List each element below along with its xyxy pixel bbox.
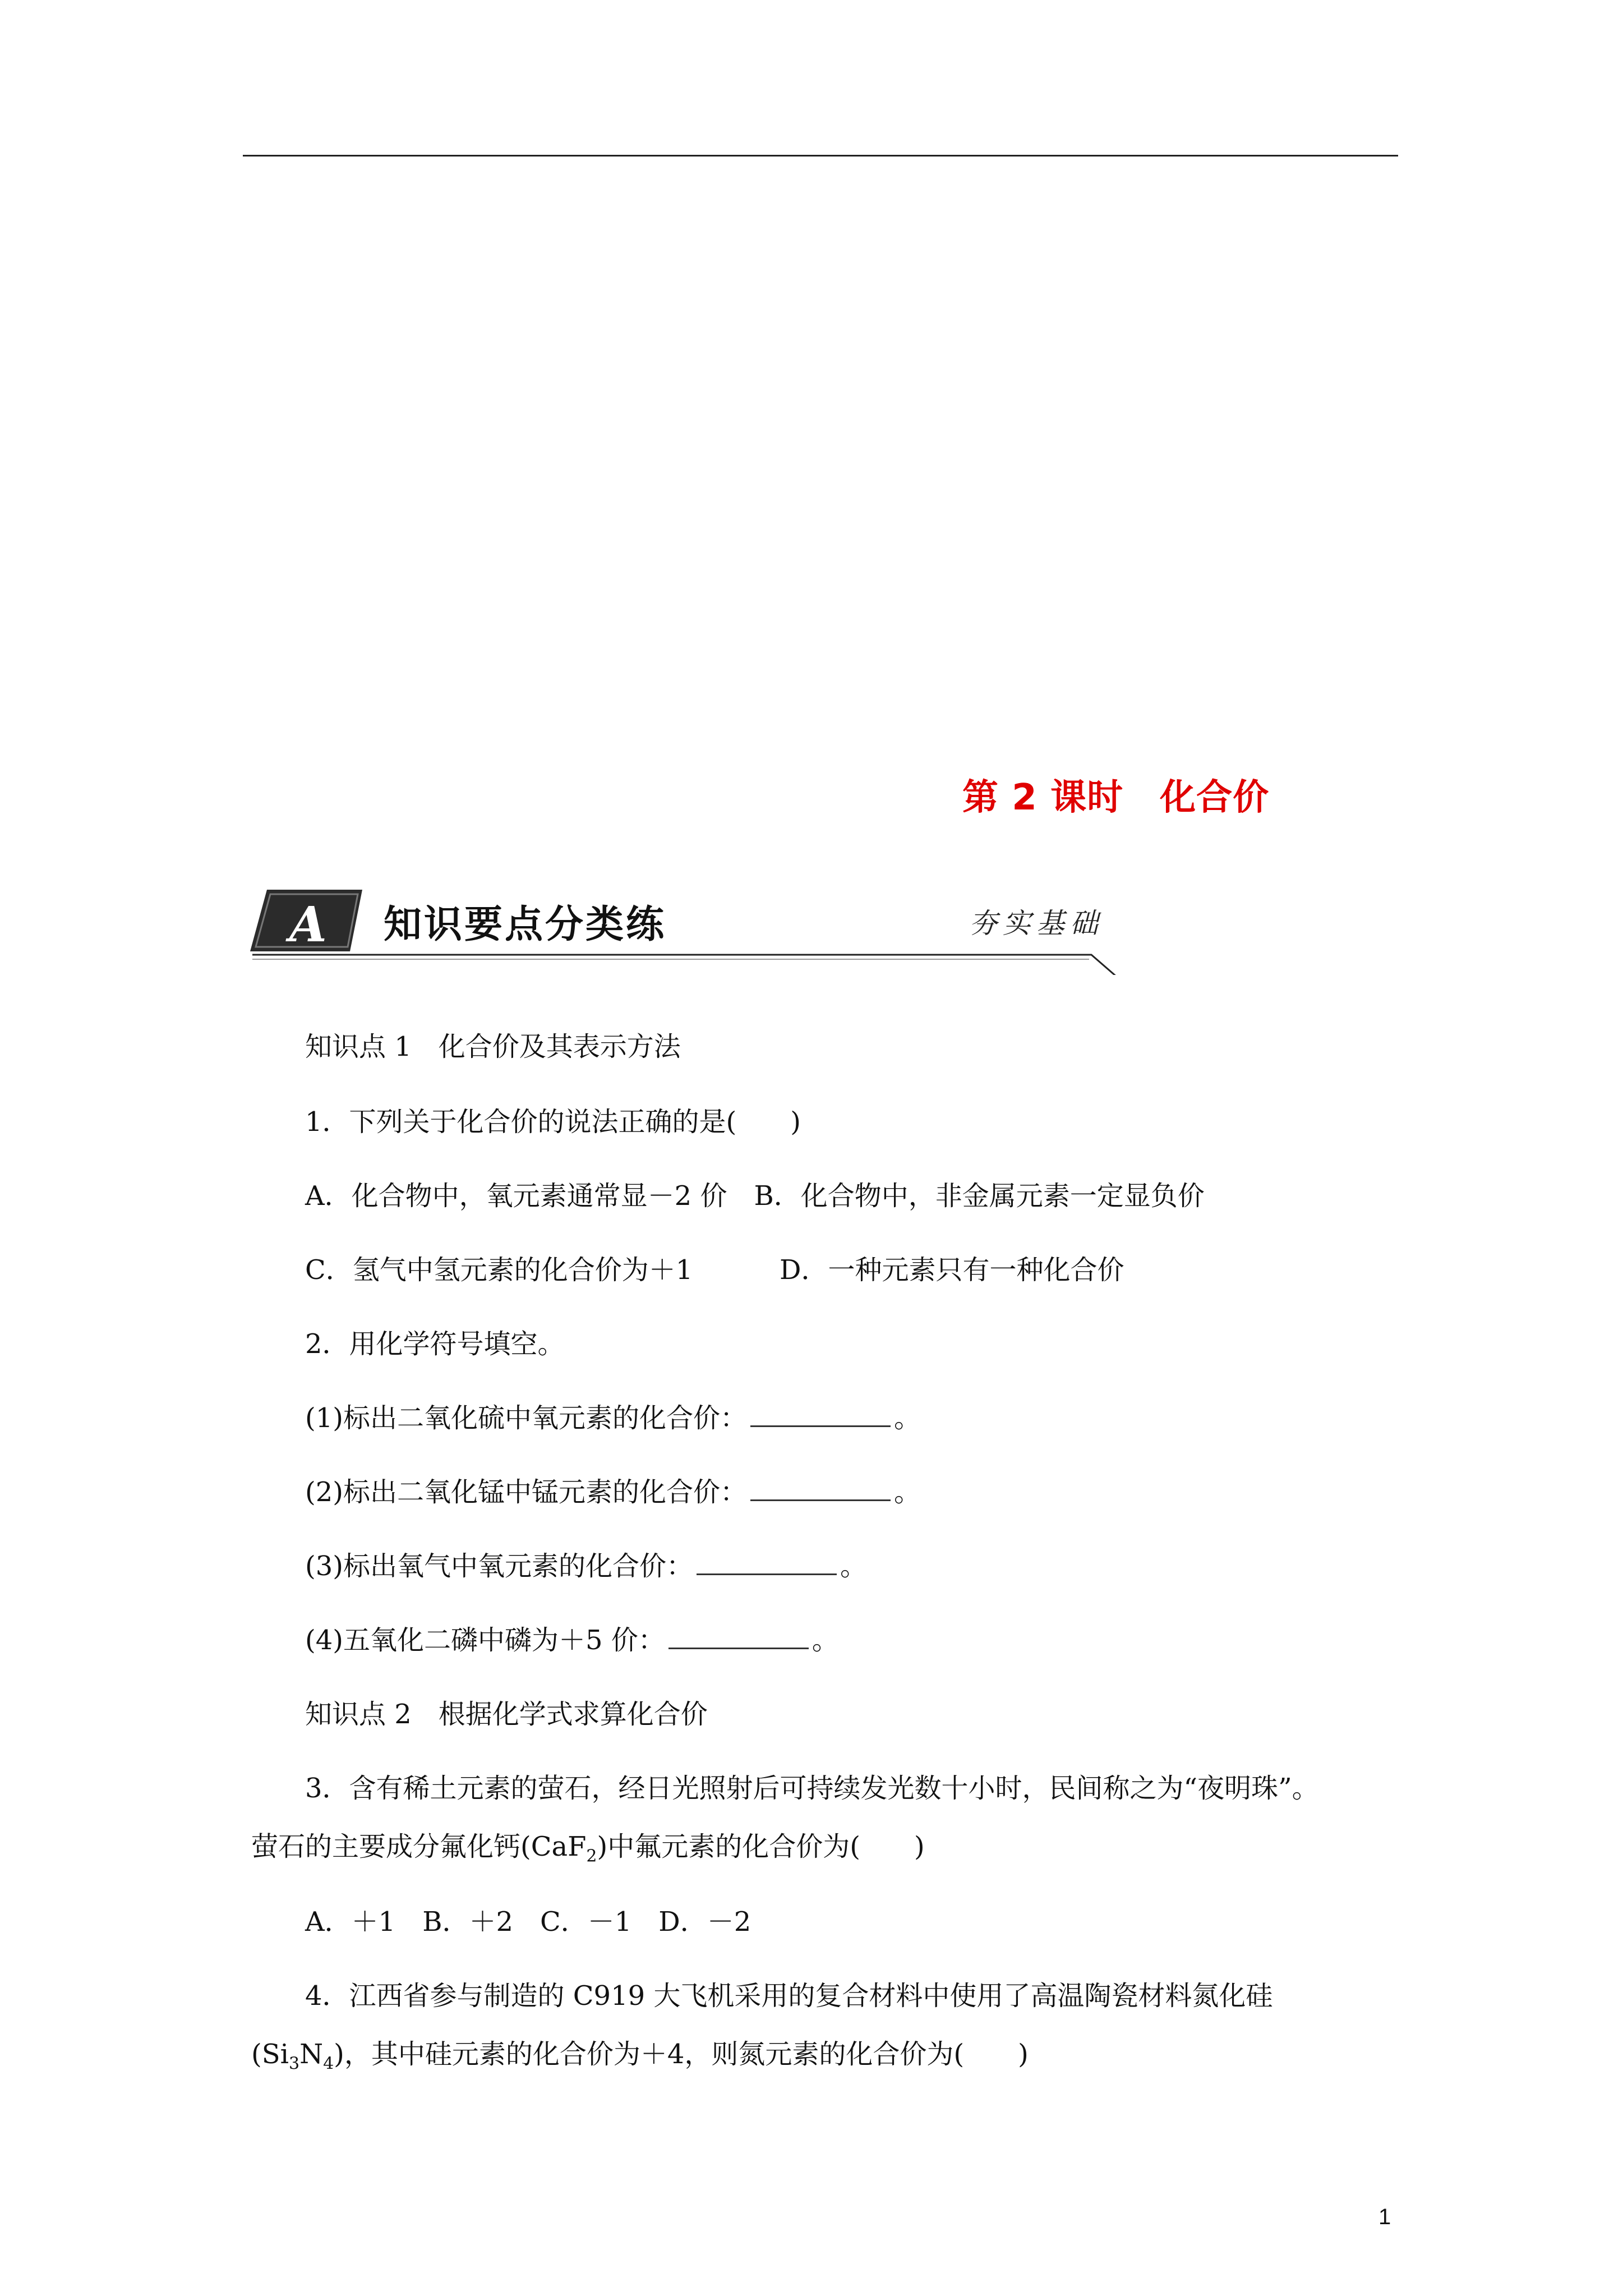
answer-blank[interactable] xyxy=(697,1551,837,1575)
question-4-line-1: 4．江西省参与制造的 C919 大飞机采用的复合材料中使用了高温陶瓷材料氮化硅 xyxy=(305,1980,1273,2012)
section-underline xyxy=(252,955,1125,975)
question-2-item-3 xyxy=(305,1549,867,1583)
period: 。 xyxy=(811,1625,839,1656)
q3-text-a: 萤石的主要成分氟化钙(CaF xyxy=(251,1831,587,1862)
answer-blank[interactable] xyxy=(750,1403,891,1427)
answer-blank[interactable] xyxy=(750,1477,891,1501)
header-rule xyxy=(243,155,1398,157)
answer-blank[interactable] xyxy=(668,1625,809,1649)
section-title: 知识要点分类练 xyxy=(384,903,667,947)
question-2-item-3-text: (3)标出氧气中氧元素的化合价： xyxy=(305,1550,693,1582)
q4-subscript-1: 3 xyxy=(288,2054,300,2074)
knowledge-point-2: 知识点 2 根据化学式求算化合价 xyxy=(305,1699,708,1730)
q3-subscript: 2 xyxy=(586,1846,597,1866)
question-2-item-4 xyxy=(305,1623,839,1657)
period: 。 xyxy=(840,1550,868,1582)
q4-text-a: (Si xyxy=(251,2039,289,2070)
q4-subscript-2: 4 xyxy=(323,2054,334,2074)
period: 。 xyxy=(894,1476,921,1508)
question-1-option-d: D．一种元素只有一种化合价 xyxy=(780,1254,1124,1286)
question-3-options: A．＋1 B．＋2 C．－1 D．－2 xyxy=(305,1906,751,1938)
question-4-line-2 xyxy=(251,2037,1029,2081)
question-2-stem: 2．用化学符号填空。 xyxy=(305,1328,565,1360)
question-1-option-c: C．氢气中氢元素的化合价为＋1 xyxy=(305,1254,693,1286)
page-number: 1 xyxy=(1378,2205,1391,2229)
question-1-stem: 1．下列关于化合价的说法正确的是( ) xyxy=(305,1106,801,1138)
question-3-line-1: 3．含有稀土元素的萤石，经日光照射后可持续发光数十小时，民间称之为“夜明珠”。 xyxy=(305,1773,1319,1804)
question-2-item-1 xyxy=(305,1401,921,1435)
q4-text-c: )，其中硅元素的化合价为＋4，则氮元素的化合价为( ) xyxy=(334,2039,1029,2070)
period: 。 xyxy=(894,1402,921,1434)
section-badge-letter: A xyxy=(289,896,327,953)
question-2-item-2-text: (2)标出二氧化锰中锰元素的化合价： xyxy=(305,1476,747,1508)
question-2-item-2 xyxy=(305,1475,921,1509)
lesson-title: 第 2 课时 化合价 xyxy=(962,777,1270,818)
question-3-line-2 xyxy=(251,1830,925,1874)
knowledge-point-1: 知识点 1 化合价及其表示方法 xyxy=(305,1031,681,1062)
question-2-item-4-text: (4)五氧化二磷中磷为＋5 价： xyxy=(305,1625,665,1656)
q3-text-b: )中氟元素的化合价为( ) xyxy=(597,1831,925,1862)
q4-text-b: N xyxy=(299,2039,324,2070)
question-1-options-ab: A．化合物中，氧元素通常显－2 价 B．化合物中，非金属元素一定显负价 xyxy=(305,1180,1205,1212)
section-subtitle: 夯实基础 xyxy=(969,907,1104,940)
question-2-item-1-text: (1)标出二氧化硫中氧元素的化合价： xyxy=(305,1402,747,1434)
